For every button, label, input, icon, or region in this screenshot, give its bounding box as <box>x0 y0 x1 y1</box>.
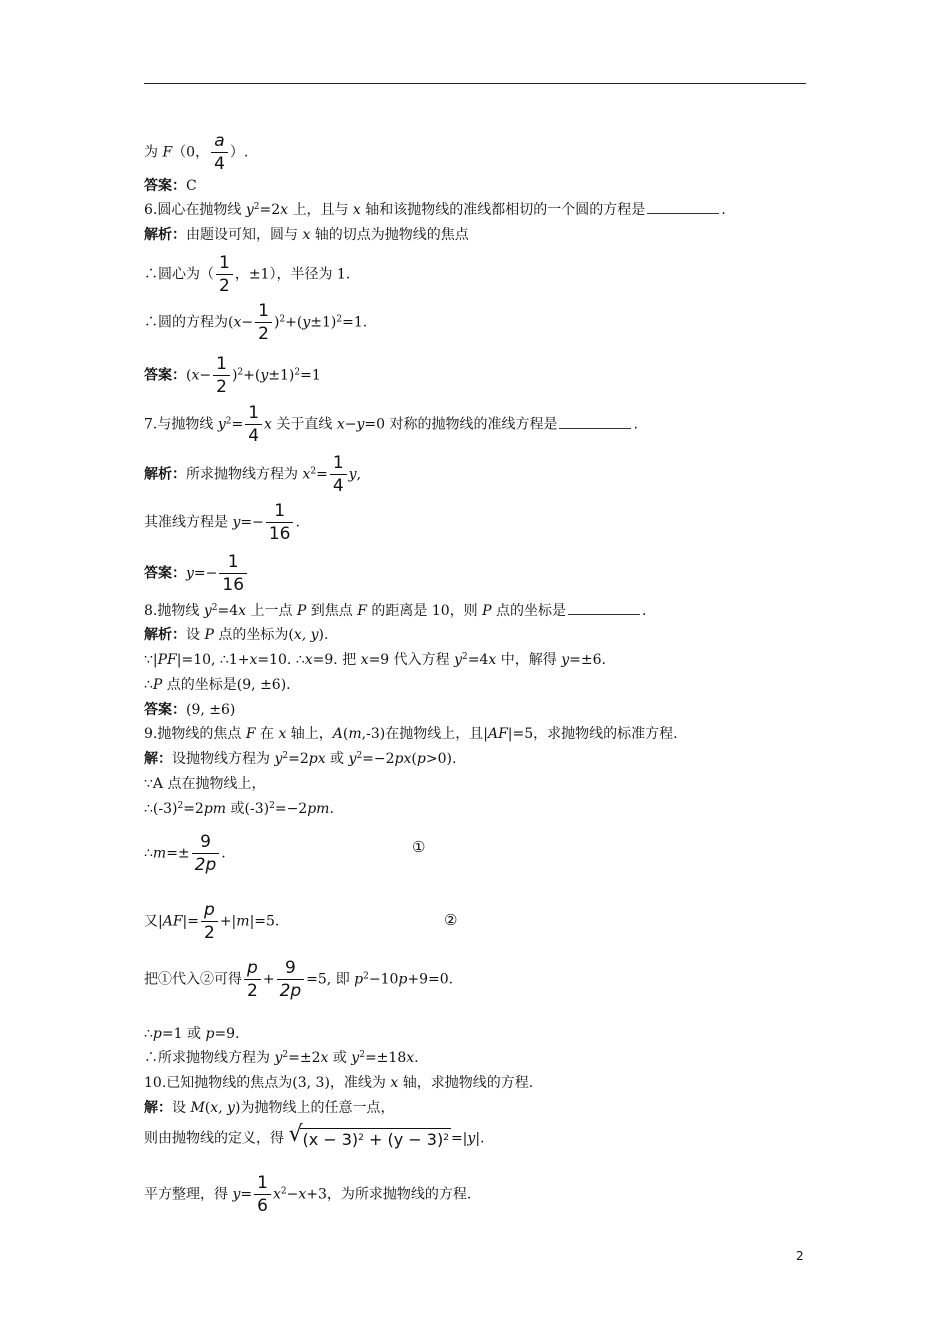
solution-10-setup <box>144 1099 394 1117</box>
var: px <box>394 751 412 767</box>
numerator: 1 <box>245 403 262 425</box>
text: 在 <box>255 726 279 742</box>
text: )为抛物线上的任意一点， <box>234 1100 395 1116</box>
sup: 2 <box>282 751 289 761</box>
answer-blank <box>647 201 719 214</box>
text: 上，且与 <box>288 202 353 218</box>
text: ,-3)在抛物线上，且| <box>361 726 488 742</box>
sup: 2 <box>336 314 343 325</box>
text: ±1) <box>268 367 295 384</box>
sup: 2 <box>280 1186 287 1197</box>
circled-two-marker: ② <box>444 911 458 929</box>
var: A <box>332 726 343 742</box>
sup: 2 <box>225 416 232 427</box>
denominator: 2 <box>247 981 258 1001</box>
text: =− <box>240 514 264 531</box>
var: P <box>152 677 163 693</box>
text: 中，解得 <box>496 652 562 668</box>
analysis-6 <box>144 226 469 244</box>
text: |=5. <box>249 913 280 930</box>
text: . <box>633 416 638 433</box>
fraction <box>213 354 230 397</box>
text: >0). <box>425 751 457 767</box>
var: m <box>236 913 250 930</box>
sup: 2 <box>443 1133 449 1143</box>
text: =2 <box>259 202 281 218</box>
text: |=10, ∴1+ <box>176 652 250 668</box>
question-6 <box>144 201 726 219</box>
numerator: 9 <box>277 958 305 980</box>
var: y <box>302 314 311 331</box>
var: pm <box>307 801 330 817</box>
text: ∵A 点在抛物线上， <box>144 776 266 792</box>
directrix-line <box>144 501 300 544</box>
radicand <box>300 1128 450 1149</box>
text: ∵| <box>144 652 158 668</box>
sup: 2 <box>294 367 301 378</box>
var: x <box>390 1075 399 1091</box>
text: |. <box>475 1130 485 1147</box>
var: PF <box>157 652 177 668</box>
solution-8-result <box>144 676 291 694</box>
denominator: 4 <box>248 426 260 446</box>
denominator: 2p <box>279 981 302 1001</box>
text: 或 <box>328 1050 352 1066</box>
var: x <box>302 466 311 483</box>
text: ) <box>273 314 280 331</box>
var: p <box>398 971 408 988</box>
numerator: 1 <box>216 253 233 275</box>
text: =10. ∴ <box>257 652 305 668</box>
var: x, y <box>293 627 319 643</box>
numerator: 1 <box>330 453 347 475</box>
var: x <box>191 367 200 384</box>
var: AF <box>162 913 183 930</box>
text: =1 或 <box>161 1026 206 1042</box>
var: x <box>264 416 272 433</box>
answer-label: 答案： <box>144 367 186 384</box>
text: =± <box>166 845 190 862</box>
answer-text: (9, ±6) <box>186 702 236 718</box>
text: ∴所求抛物线方程为 <box>144 1050 275 1066</box>
var-F: F <box>162 144 173 161</box>
solution-10-definition <box>144 1122 485 1149</box>
analysis-label: 解析： <box>144 466 186 483</box>
var: p <box>152 1026 162 1042</box>
var: x <box>278 726 287 742</box>
numerator: 1 <box>254 1173 271 1195</box>
var: x <box>360 652 369 668</box>
text: （0， <box>172 144 210 161</box>
text: =4 <box>467 652 489 668</box>
analysis-label: 解析： <box>144 227 186 243</box>
var: p <box>205 1026 215 1042</box>
numerator: p <box>244 958 261 980</box>
answer-label: 答案： <box>144 702 186 718</box>
fraction <box>192 832 220 875</box>
var: y <box>274 1050 283 1066</box>
text: 关于直线 <box>271 416 337 433</box>
var: y <box>274 751 283 767</box>
line-focus-coordinate <box>144 131 248 174</box>
solution-9-line <box>144 775 265 793</box>
answer-label: 答案： <box>144 178 186 194</box>
var: x <box>406 1050 415 1066</box>
numerator: p <box>201 900 218 922</box>
text: =2 <box>183 801 204 817</box>
text: ) <box>231 367 238 384</box>
text: =0 对称的抛物线的准线方程是 <box>364 416 558 433</box>
text: 8.抛物线 <box>144 603 204 619</box>
text: =−2 <box>362 751 395 767</box>
denominator: 16 <box>222 575 245 595</box>
text: |=5，求抛物线的标准方程. <box>507 726 678 742</box>
answer-line-5 <box>144 177 197 195</box>
var: x <box>280 202 289 218</box>
sup: 2 <box>177 801 184 811</box>
text: 轴的切点为抛物线的焦点 <box>310 227 469 243</box>
denominator: 16 <box>268 524 291 544</box>
text: =1. <box>342 314 368 331</box>
text: 设 <box>172 1100 191 1116</box>
text: 把①代入②可得 <box>144 971 242 988</box>
answer-text: C <box>186 178 197 194</box>
var: M <box>190 1100 205 1116</box>
var: x, y <box>210 1100 235 1116</box>
var: x <box>238 603 247 619</box>
text: ∴ <box>144 677 153 693</box>
text: . <box>221 845 226 862</box>
answer-blank <box>568 602 640 615</box>
fraction <box>245 403 262 446</box>
text: ，±1），半径为 1. <box>234 266 351 283</box>
text: =±2 <box>288 1050 321 1066</box>
text: − <box>286 1186 299 1203</box>
text: =−2 <box>274 801 308 817</box>
text: , <box>356 466 362 483</box>
var: y <box>245 202 254 218</box>
text: + <box>262 971 275 988</box>
var: P <box>482 603 492 619</box>
text: 轴，求抛物线的方程. <box>398 1075 534 1091</box>
text: =| <box>450 1130 468 1147</box>
text: ∴ <box>144 845 153 862</box>
text: = <box>240 1186 253 1203</box>
answer-label: 答案： <box>144 565 186 582</box>
var: y <box>454 652 463 668</box>
text: 又| <box>144 913 163 930</box>
text: +3，为所求抛物线的方程. <box>306 1186 472 1203</box>
var: y <box>348 751 357 767</box>
var: x <box>302 227 311 243</box>
var: y <box>186 565 194 582</box>
text: ∴圆心为（ <box>144 266 214 283</box>
text: =±6. <box>569 652 606 668</box>
denominator: 2 <box>219 276 230 296</box>
answer-blank <box>559 416 631 429</box>
text: 轴和该抛物线的准线都相切的一个圆的方程是 <box>360 202 646 218</box>
var: p <box>354 971 364 988</box>
text: − <box>241 314 254 331</box>
fraction <box>219 552 247 595</box>
var: x <box>233 314 242 331</box>
fraction <box>254 1173 271 1216</box>
sup: 2 <box>279 314 286 325</box>
text: 9.抛物线的焦点 <box>144 726 246 742</box>
numerator: 1 <box>219 552 247 574</box>
text: +( <box>285 314 303 331</box>
text: 的距离是 10，则 <box>366 603 483 619</box>
solution-9-line <box>144 958 453 1001</box>
solution-9-setup <box>144 750 456 768</box>
analysis-7 <box>144 453 361 496</box>
solution-label: 解： <box>144 751 172 767</box>
sup: 2 <box>237 367 244 378</box>
text: 或 <box>325 751 349 767</box>
text: =9. 把 <box>312 652 361 668</box>
text: . <box>295 514 300 531</box>
var: x <box>320 1050 329 1066</box>
text: 为 <box>144 144 158 161</box>
text: +( <box>243 367 261 384</box>
solution-9-line <box>144 800 334 818</box>
denominator: 4 <box>214 154 225 174</box>
term: + (y − 3) <box>363 1130 444 1149</box>
text: |= <box>182 913 199 930</box>
solution-label: 解： <box>144 1100 172 1116</box>
solution-8-step <box>144 651 606 669</box>
text: =±18 <box>364 1050 407 1066</box>
var: y <box>351 1050 360 1066</box>
question-10 <box>144 1074 533 1092</box>
text: . <box>642 603 647 619</box>
var: y <box>232 1186 241 1203</box>
fraction <box>211 131 228 174</box>
var: y <box>467 1130 476 1147</box>
denominator: 2 <box>216 377 227 397</box>
text: 点的坐标为( <box>213 627 294 643</box>
var: x <box>352 202 361 218</box>
text: ∴圆的方程为( <box>144 314 234 331</box>
text: 10.已知抛物线的焦点为(3, 3)，准线为 <box>144 1075 391 1091</box>
var: m <box>348 726 362 742</box>
question-9 <box>144 725 678 743</box>
sup: 2 <box>310 466 317 477</box>
text: − <box>199 367 212 384</box>
var: F <box>357 603 367 619</box>
numerator: a <box>211 131 228 153</box>
analysis-label: 解析： <box>144 627 186 643</box>
solution-9-line <box>144 900 279 943</box>
text: ( <box>342 726 349 742</box>
answer-line-8 <box>144 701 235 719</box>
text: =2 <box>288 751 309 767</box>
var: x−y <box>336 416 365 433</box>
text: = <box>231 416 244 433</box>
numerator: 1 <box>266 501 294 523</box>
text: ±1) <box>310 314 337 331</box>
answer-line-6 <box>144 354 321 397</box>
fraction <box>216 253 233 296</box>
text: . <box>329 801 334 817</box>
text: =9 代入方程 <box>368 652 455 668</box>
var: p <box>416 751 426 767</box>
text: 其准线方程是 <box>144 514 233 531</box>
text: = <box>316 466 328 483</box>
denominator: 2p <box>194 855 217 875</box>
fraction <box>277 958 305 1001</box>
fraction <box>244 958 261 1001</box>
text: 点的坐标是 <box>491 603 567 619</box>
fraction <box>201 900 218 943</box>
var: x <box>298 1186 307 1203</box>
numerator: 1 <box>255 301 272 323</box>
var: y <box>260 367 269 384</box>
text: −10 <box>368 971 399 988</box>
analysis-8 <box>144 626 328 644</box>
denominator: 6 <box>257 1196 268 1216</box>
var: pm <box>203 801 227 817</box>
circle-equation-line <box>144 301 367 344</box>
var: x <box>488 652 497 668</box>
text: 上一点 <box>246 603 297 619</box>
solution-9-line <box>144 1025 240 1043</box>
text: 到焦点 <box>306 603 358 619</box>
text: . <box>721 202 726 218</box>
center-line <box>144 253 350 296</box>
term: (x − 3) <box>302 1130 359 1149</box>
page-number: 2 <box>796 1249 804 1263</box>
circled-one-marker: ① <box>412 838 426 856</box>
text: ∴ <box>144 1026 153 1042</box>
fraction <box>330 453 347 496</box>
text: ( <box>204 1100 211 1116</box>
var: y <box>348 466 357 483</box>
sup: 2 <box>253 202 260 212</box>
solution-9-result <box>144 1049 419 1067</box>
text: ∴(-3) <box>144 801 178 817</box>
text: +| <box>219 913 237 930</box>
denominator: 2 <box>204 923 215 943</box>
text: =4 <box>217 603 239 619</box>
question-7 <box>144 403 638 446</box>
square-root <box>288 1122 450 1149</box>
var: P <box>204 627 214 643</box>
var: AF <box>487 726 508 742</box>
sup: 2 <box>359 1050 365 1060</box>
var: y <box>232 514 241 531</box>
text: 则由抛物线的定义，得 <box>144 1130 284 1147</box>
text: =− <box>193 565 218 582</box>
numerator: 1 <box>213 354 230 376</box>
var: x <box>272 1186 281 1203</box>
text: 由题设可知，圆与 <box>186 227 303 243</box>
text: =9. <box>214 1026 240 1042</box>
var: x <box>249 652 258 668</box>
text: 设 <box>186 627 205 643</box>
fraction <box>266 501 294 544</box>
sup: 2 <box>282 1050 289 1060</box>
text: 6.圆心在抛物线 <box>144 202 246 218</box>
fraction <box>255 301 272 344</box>
text: =1 <box>300 367 321 384</box>
var: px <box>308 751 326 767</box>
denominator: 2 <box>258 324 269 344</box>
var: y <box>217 416 226 433</box>
radical-sign: √ <box>288 1122 303 1147</box>
text: 点的坐标是(9, ±6). <box>162 677 291 693</box>
text: ）. <box>229 144 249 161</box>
text: ( <box>186 367 192 384</box>
question-8 <box>144 602 646 620</box>
solution-9-line <box>144 832 226 875</box>
var: y <box>203 603 212 619</box>
sup: 2 <box>269 801 275 811</box>
text: +9=0. <box>407 971 454 988</box>
text: 所求抛物线方程为 <box>186 466 303 483</box>
text: 7.与抛物线 <box>144 416 218 433</box>
answer-line-7 <box>144 552 249 595</box>
text: 或(-3) <box>226 801 270 817</box>
text: 平方整理，得 <box>144 1186 233 1203</box>
var: P <box>296 603 307 619</box>
sup: 2 <box>462 652 468 662</box>
text: . <box>414 1050 419 1066</box>
var: x <box>304 652 313 668</box>
solution-10-result <box>144 1173 471 1216</box>
sup: 2 <box>358 1133 364 1143</box>
sup: 2 <box>363 971 369 982</box>
text: 轴上， <box>286 726 333 742</box>
text: ( <box>411 751 417 767</box>
header-rule <box>144 83 806 84</box>
var: m <box>152 845 167 862</box>
var: y <box>561 652 570 668</box>
text: 设抛物线方程为 <box>172 751 275 767</box>
var: F <box>245 726 256 742</box>
text: =5, 即 <box>306 971 355 988</box>
denominator: 4 <box>332 476 344 496</box>
text: ). <box>318 627 329 643</box>
sup: 2 <box>211 603 218 613</box>
numerator: 9 <box>192 832 220 854</box>
sup: 2 <box>356 751 363 761</box>
